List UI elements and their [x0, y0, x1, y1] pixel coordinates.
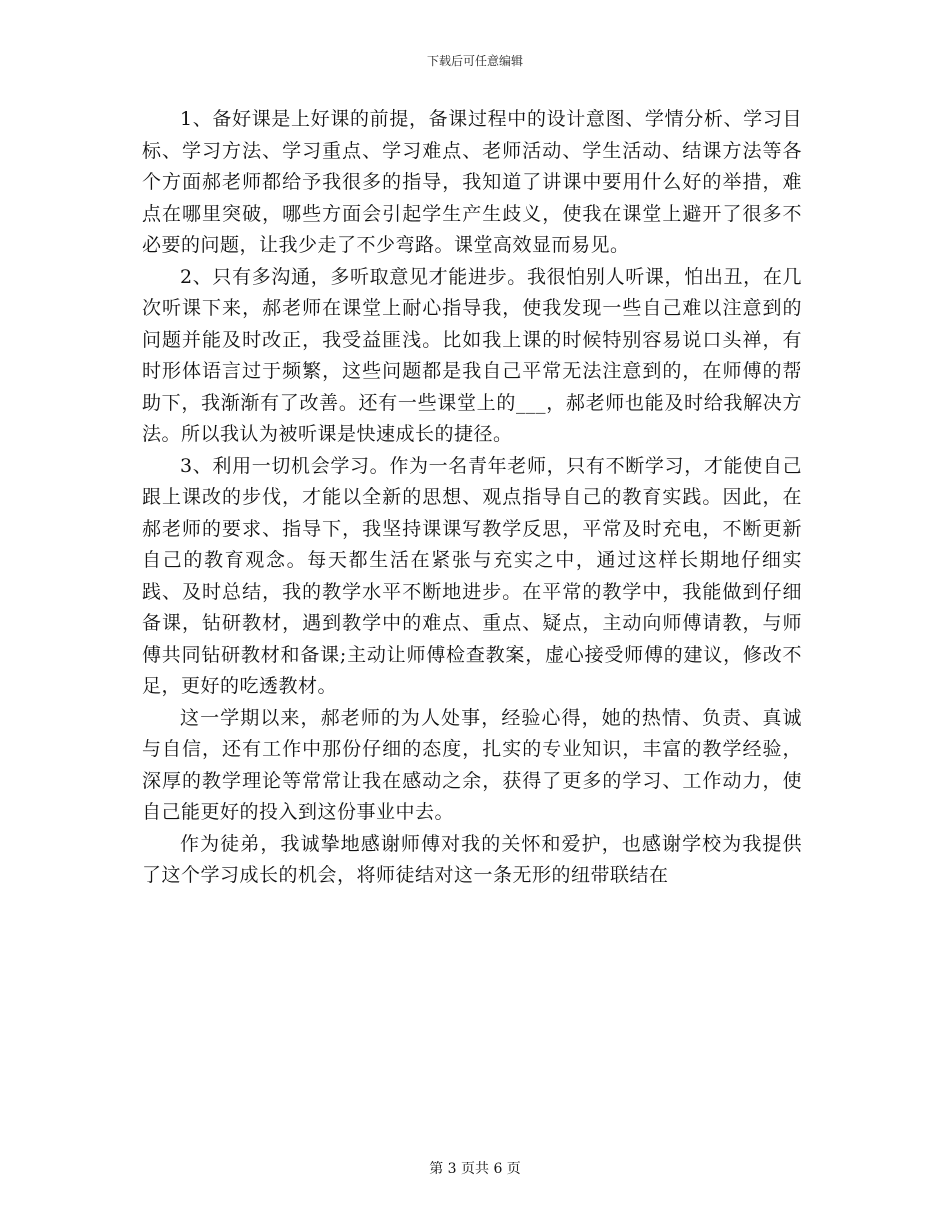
document-body [142, 104, 802, 892]
paragraph-1: 1、备好课是上好课的前提，备课过程中的设计意图、学情分析、学习目标、学习方法、学习重点、学习难点、老师活动、学生活动、结课方法等各个方面郝老师都给予我很多的指导，我知道了讲课中要用什么好的举措，难点在哪里突破，哪些方面会引起学生产生歧义，使我在课堂上避开了很多不必要的问题，让我少走了不少弯路。课堂高效显而易见。 [142, 108, 802, 256]
paragraph-4: 这一学期以来，郝老师的为人处事，经验心得，她的热情、负责、真诚与自信，还有工作中那份仔细的态度，扎实的专业知识，丰富的教学经验，深厚的教学理论等常常让我在感动之余，获得了更多的学习、工作动力，使自己能更好的投入到这份事业中去。 [142, 706, 802, 823]
page-header: 下载后可任意编辑 [426, 54, 523, 68]
paragraph-2: 2、只有多沟通，多听取意见才能进步。我很怕别人听课，怕出丑，在几次听课下来，郝老师在课堂上耐心指导我，使我发现一些自己难以注意到的问题并能及时改正，我受益匪浅。比如我上课的时候特别容易说口头禅，有时形体语言过于频繁，这些问题都是我自己平常无法注意到的，在师傅的帮助下，我渐渐有了改善。还有一些课堂上的___，郝老师也能及时给我解决方法。所以我认为被听课是快速成长的捷径。 [142, 265, 802, 445]
paragraph-5: 作为徒弟，我诚挚地感谢师傅对我的关怀和爱护，也感谢学校为我提供了这个学习成长的机会，将师徒结对这一条无形的纽带联结在 [142, 832, 802, 886]
page-footer: 第 3 页共 6 页 [429, 1161, 521, 1177]
paragraph-3: 3、利用一切机会学习。作为一名青年老师，只有不断学习，才能使自己跟上课改的步伐，才能以全新的思想、观点指导自己的教育实践。因此，在郝老师的要求、指导下，我坚持课课写教学反思，平常及时充电，不断更新自己的教育观念。每天都生活在紧张与充实之中，通过这样长期地仔细实践、及时总结，我的教学水平不断地进步。在平常的教学中，我能做到仔细备课，钻研教材，遇到教学中的难点、重点、疑点，主动向师傅请教，与师傅共同钻研教材和备课;主动让师傅检查教案，虚心接受师傅的建议，修改不足，更好的吃透教材。 [142, 454, 802, 697]
